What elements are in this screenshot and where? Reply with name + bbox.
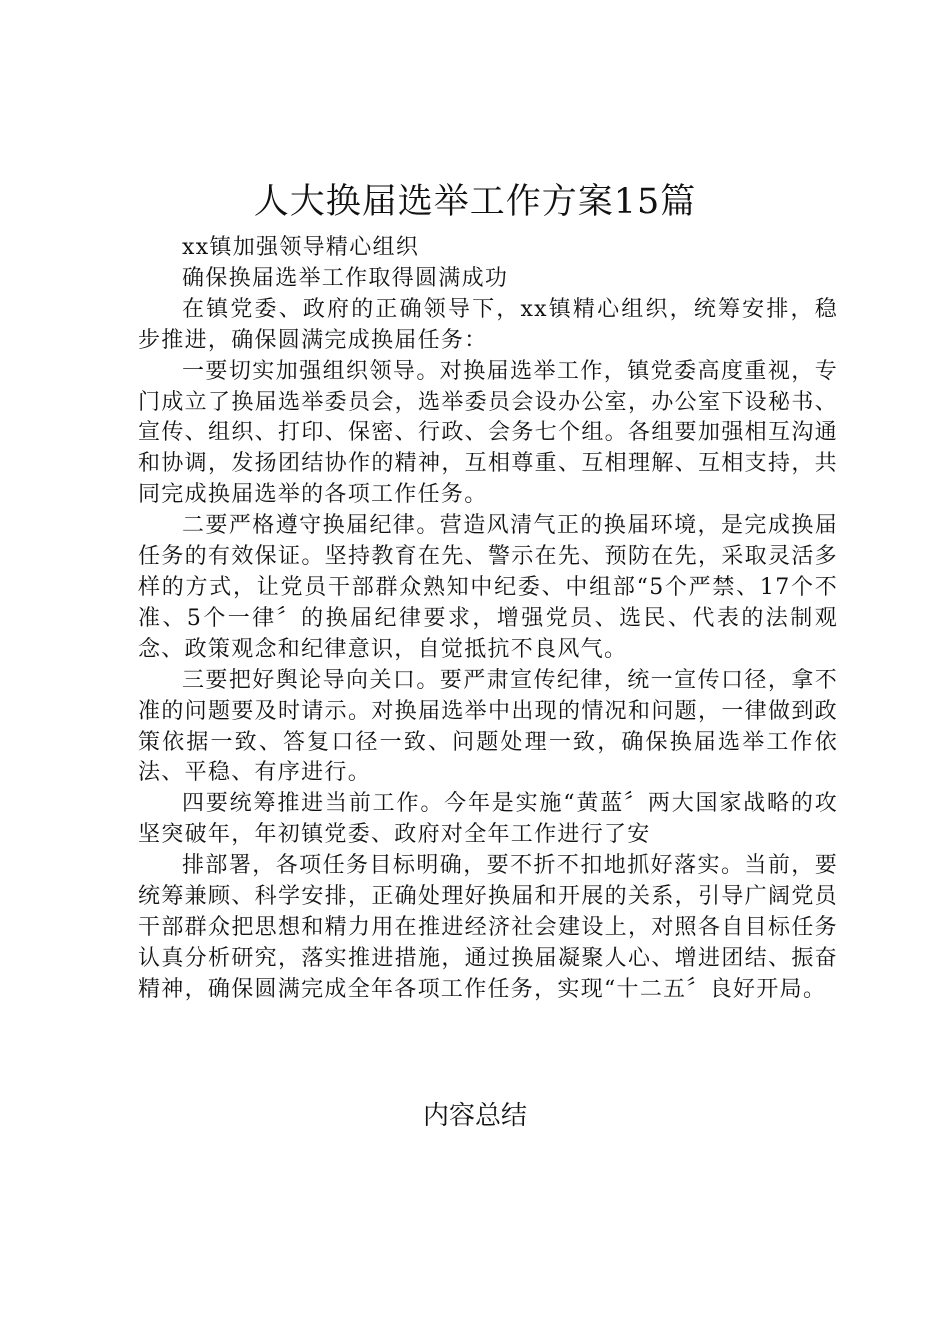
paragraph: 排部署，各项任务目标明确，要不折不扣地抓好落实。当前，要统筹兼顾、科学安排，正确处理好换届和开展的关系，引导广阔党员干部群众把思想和精力用在推进经济社会建设上，对照各自目标任务认真分析研究，落实推进措施，通过换届凝聚人心、增进团结、振奋精神，确保圆满完成全年各项工作任务，实现“十二五〞良好开局。 [138, 853, 838, 1002]
paragraph: 二要严格遵守换届纪律。营造风清气正的换届环境，是完成换届任务的有效保证。坚持教育在先、警示在先、预防在先，采取灵活多样的方式，让党员干部群众熟知中纪委、中组部“5个严禁、17个不准、5个一律〞的换届纪律要求，增强党员、选民、代表的法制观念、政策观念和纪律意识，自觉抵抗不良风气。 [138, 513, 838, 662]
paragraph: 确保换届选举工作取得圆满成功 [182, 265, 509, 291]
paragraph: 四要统筹推进当前工作。今年是实施“黄蓝〞两大国家战略的攻坚突破年，年初镇党委、政府对全年工作进行了安 [138, 791, 838, 848]
paragraph: xx镇加强领导精心组织 [182, 235, 420, 260]
document-body [138, 233, 838, 1006]
paragraph: 一要切实加强组织领导。对换届选举工作，镇党委高度重视，专门成立了换届选举委员会，选举委员会设办公室，办公室下设秘书、宣传、组织、打印、保密、行政、会务七个组。各组要加强相互沟通和协调，发扬团结协作的精神，互相尊重、互相理解、互相支持，共同完成换届选举的各项工作任务。 [138, 358, 838, 508]
paragraph: 三要把好舆论导向关口。要严肃宣传纪律，统一宣传口径，拿不准的问题要及时请示。对换届选举中出现的情况和问题，一律做到政策依据一致、答复口径一致、问题处理一致，确保换届选举工作依法、平稳、有序进行。 [138, 667, 838, 786]
summary-heading: 内容总结 [422, 1101, 527, 1131]
paragraph: 在镇党委、政府的正确领导下，xx镇精心组织，统筹安排，稳步推进，确保圆满完成换届任务： [138, 296, 838, 353]
document-title: 人大换届选举工作方案15篇 [253, 182, 697, 222]
